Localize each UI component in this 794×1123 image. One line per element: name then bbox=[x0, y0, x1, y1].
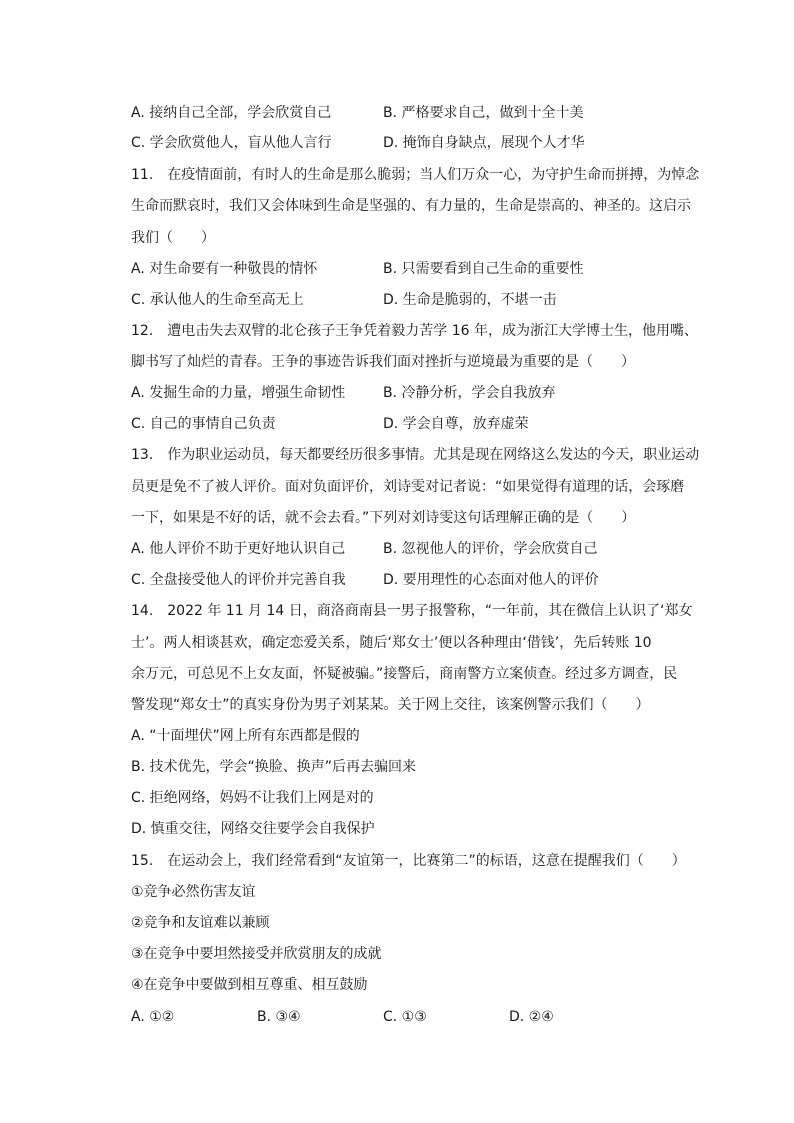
q15-option-a: A. ①② bbox=[131, 1009, 175, 1025]
q14-option-b: B. 技术优先，学会“换脸、换声”后再去骗回来 bbox=[131, 759, 417, 775]
q15-option-d: D. ②④ bbox=[509, 1009, 554, 1025]
q10-option-c: C. 学会欣赏他人，盲从他人言行 bbox=[131, 135, 332, 151]
q13-stem-line-2: 员更是免不了被人评价。面对负面评价，刘诗雯对记者说：“如果觉得有道理的话，会琢磨 bbox=[131, 479, 685, 495]
q11-option-a: A. 对生命要有一种敬畏的情怀 bbox=[131, 261, 318, 277]
q15-statement-3: ③在竞争中要坦然接受并欣赏朋友的成就 bbox=[131, 946, 382, 962]
q14-option-a: A. “十面埋伏”网上所有东西都是假的 bbox=[131, 728, 360, 744]
q15-option-b: B. ③④ bbox=[257, 1009, 301, 1025]
q14-stem-line-2: 士’。两人相谈甚欢，确定恋爱关系，随后‘郑女士’便以各种理由‘借钱’，先后转账 10 bbox=[131, 635, 652, 651]
q14-option-d: D. 慎重交往，网络交往要学会自我保护 bbox=[131, 821, 375, 837]
q11-stem-line-1: 11. 在疫情面前，有时人的生命是那么脆弱；当人们万众一心，为守护生命而拼搏，为悼念 bbox=[131, 167, 700, 183]
q13-option-d: D. 要用理性的心态面对他人的评价 bbox=[383, 572, 599, 588]
q15-stem-line-1: 15. 在运动会上，我们经常看到“友谊第一，比赛第二”的标语，这意在提醒我们（ ） bbox=[131, 853, 686, 869]
q13-option-b: B. 忽视他人的评价，学会欣赏自己 bbox=[383, 541, 598, 557]
q11-stem-line-3: 我们（ ） bbox=[131, 230, 215, 246]
q12-option-b: B. 冷静分析，学会自我放弃 bbox=[383, 385, 556, 401]
q14-stem-line-1: 14. 2022 年 11 月 14 日，商洛商南县一男子报警称，“一年前，其在微信上认识了‘郑女 bbox=[131, 603, 693, 619]
q11-option-d: D. 生命是脆弱的，不堪一击 bbox=[383, 292, 557, 308]
q12-stem-line-2: 脚书写了灿烂的青春。王争的事迹告诉我们面对挫折与逆境最为重要的是（ ） bbox=[131, 354, 635, 370]
q14-stem-line-4: 警发现“郑女士”的真实身份为男子刘某某。关于网上交往，该案例警示我们（ ） bbox=[131, 697, 650, 713]
q12-option-a: A. 发掘生命的力量，增强生命韧性 bbox=[131, 385, 346, 401]
q12-option-d: D. 学会自尊，放弃虚荣 bbox=[383, 416, 529, 432]
q11-option-b: B. 只需要看到自己生命的重要性 bbox=[383, 261, 584, 277]
q11-stem-line-2: 生命而默哀时，我们又会体味到生命是坚强的、有力量的，生命是崇高的、神圣的。这启示 bbox=[131, 198, 691, 214]
q14-option-c: C. 拒绝网络，妈妈不让我们上网是对的 bbox=[131, 790, 374, 806]
q10-option-d: D. 掩饰自身缺点，展现个人才华 bbox=[383, 135, 585, 151]
q14-stem-line-3: 余万元，可总见不上女友面，怀疑被骗。”接警后，商南警方立案侦查。经过多方调查，民 bbox=[131, 666, 678, 682]
q13-option-c: C. 全盘接受他人的评价并完善自我 bbox=[131, 572, 346, 588]
q10-option-b: B. 严格要求自己，做到十全十美 bbox=[383, 105, 584, 121]
q15-statement-2: ②竞争和友谊难以兼顾 bbox=[131, 915, 270, 931]
q10-option-a: A. 接纳自己全部，学会欣赏自己 bbox=[131, 105, 332, 121]
q15-statement-4: ④在竞争中要做到相互尊重、相互鼓励 bbox=[131, 977, 368, 993]
q13-stem-line-1: 13. 作为职业运动员，每天都要经历很多事情。尤其是现在网络这么发达的今天，职业运动 bbox=[131, 447, 700, 463]
q12-option-c: C. 自己的事情自己负责 bbox=[131, 416, 276, 432]
q13-option-a: A. 他人评价不助于更好地认识自己 bbox=[131, 541, 346, 557]
q15-statement-1: ①竞争必然伤害友谊 bbox=[131, 884, 256, 900]
q12-stem-line-1: 12. 遭电击失去双臂的北仑孩子王争凭着毅力苦学 16 年，成为浙江大学博士生，他用嘴、 bbox=[131, 323, 698, 339]
q11-option-c: C. 承认他人的生命至高无上 bbox=[131, 292, 304, 308]
q15-option-c: C. ①③ bbox=[383, 1009, 427, 1025]
q13-stem-line-3: 一下，如果是不好的话，就不会去看。”下列对刘诗雯这句话理解正确的是（ ） bbox=[131, 510, 636, 526]
